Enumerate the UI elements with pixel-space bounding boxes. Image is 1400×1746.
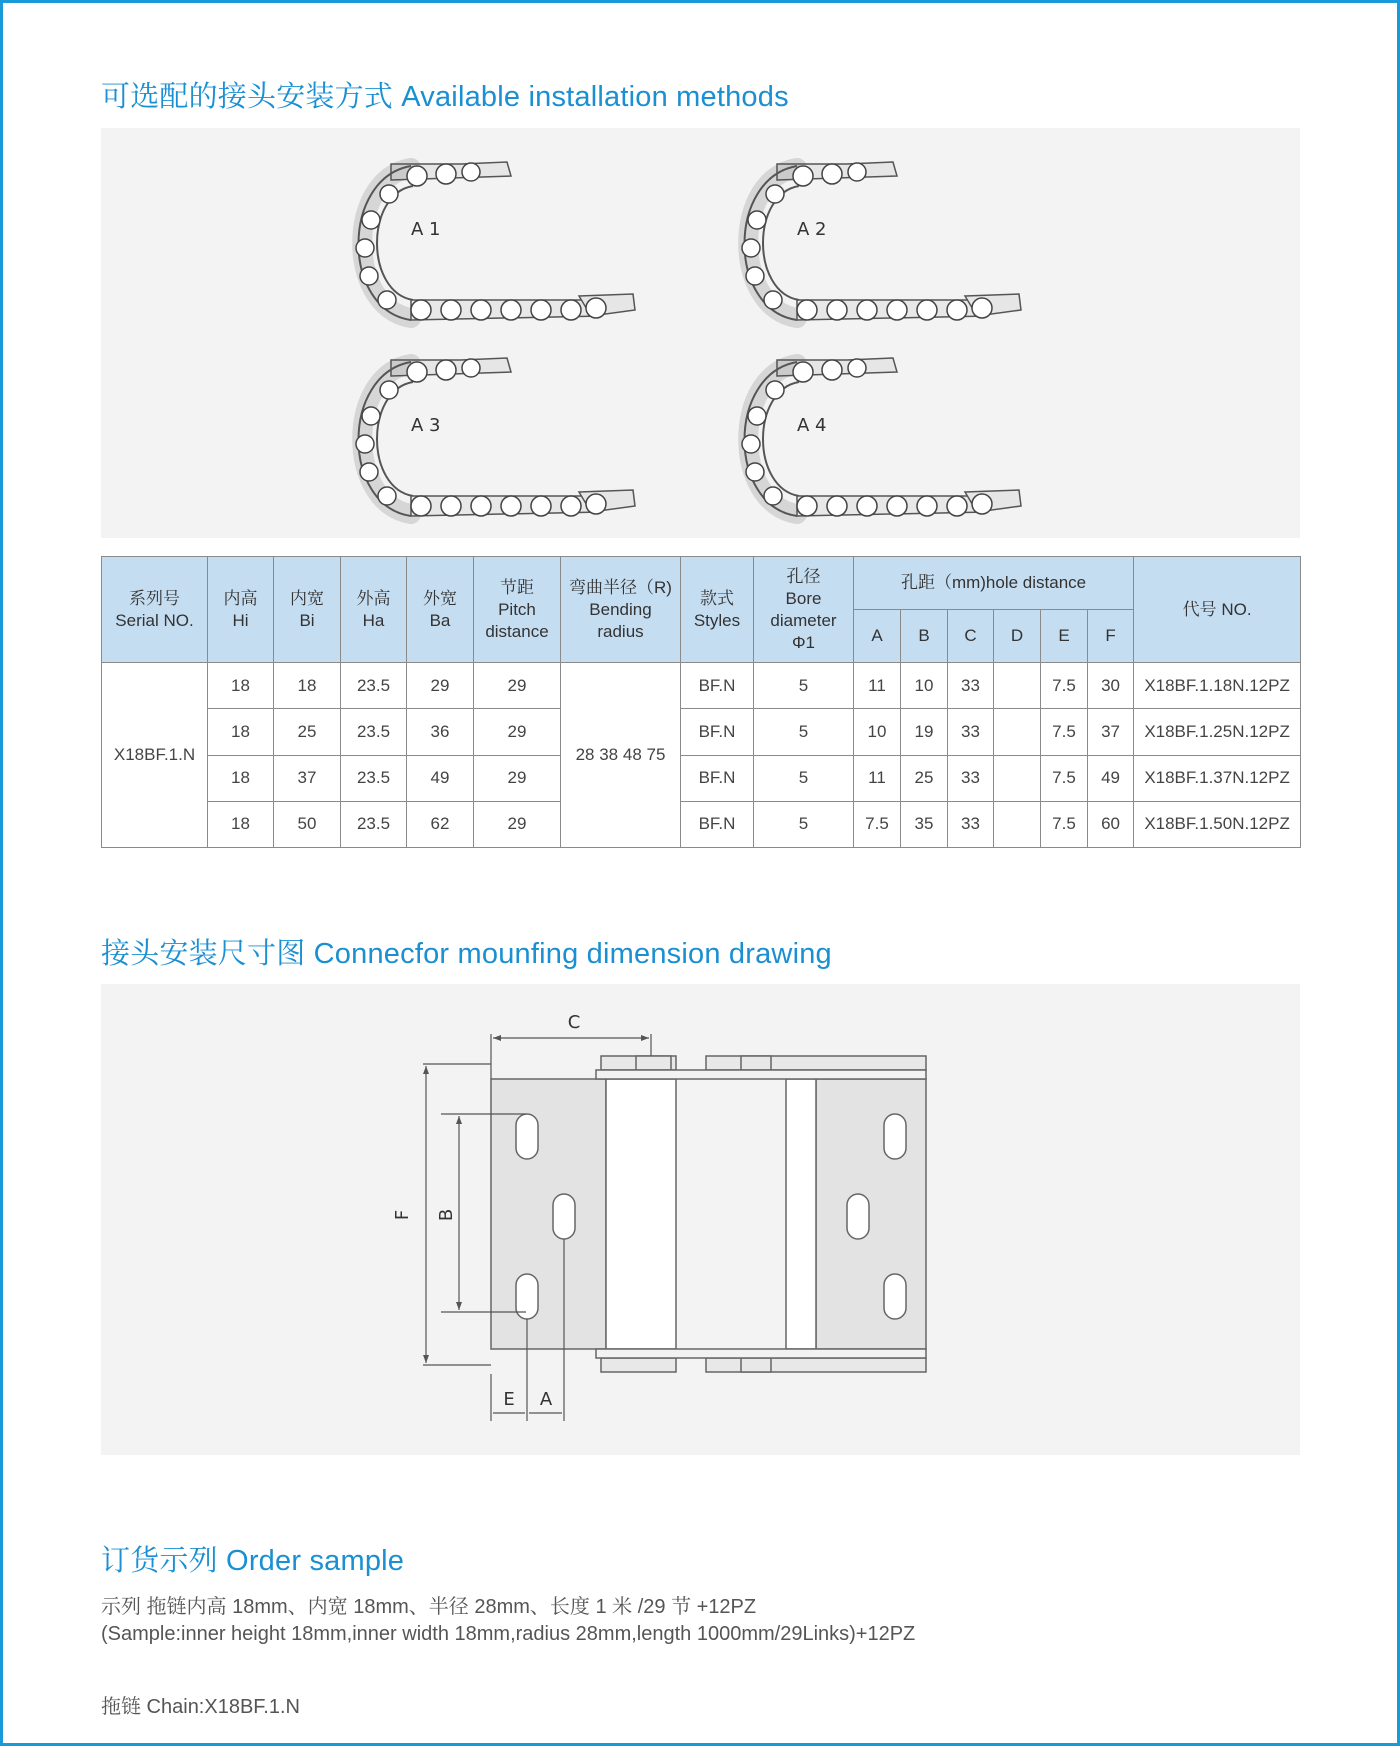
header-hole-f: F xyxy=(1088,610,1134,663)
cell-style: BF.N xyxy=(681,801,754,847)
chain-illustrations xyxy=(101,128,1300,538)
cell-e: 7.5 xyxy=(1041,801,1088,847)
cell-style: BF.N xyxy=(681,663,754,709)
cell-d xyxy=(994,801,1041,847)
cell-ha: 23.5 xyxy=(341,709,407,755)
cell-bore: 5 xyxy=(754,801,854,847)
header-hole-distance: 孔距（mm)hole distance xyxy=(854,557,1134,610)
cell-c: 33 xyxy=(948,755,994,801)
section-title-installation-methods: 可选配的接头安装方式 Available installation methods xyxy=(101,81,789,113)
cell-b: 35 xyxy=(901,801,948,847)
cell-style: BF.N xyxy=(681,709,754,755)
table-row xyxy=(102,663,1301,709)
cell-b: 10 xyxy=(901,663,948,709)
cell-pitch: 29 xyxy=(474,663,561,709)
section-title-order-sample: 订货示列 Order sample xyxy=(101,1545,405,1577)
cell-ba: 49 xyxy=(407,755,474,801)
cell-b: 19 xyxy=(901,709,948,755)
section-title-dimension-drawing: 接头安装尺寸图 Connecfor mounfing dimension drawing xyxy=(101,938,832,970)
cell-a: 11 xyxy=(854,663,901,709)
table-row xyxy=(102,755,1301,801)
header-code: 代号 NO. xyxy=(1134,557,1301,663)
cell-d xyxy=(994,755,1041,801)
cell-b: 25 xyxy=(901,755,948,801)
chain-label-a2: A 2 xyxy=(797,219,827,240)
bending-radius-cell: 28 38 48 75 xyxy=(561,663,681,848)
cell-code: X18BF.1.37N.12PZ xyxy=(1134,755,1301,801)
cell-f: 49 xyxy=(1088,755,1134,801)
cell-f: 30 xyxy=(1088,663,1134,709)
cell-hi: 18 xyxy=(208,755,274,801)
dim-label-f: F xyxy=(392,1209,413,1221)
header-styles: 款式 Styles xyxy=(681,557,754,663)
dim-label-a: A xyxy=(539,1389,553,1410)
cell-bore: 5 xyxy=(754,663,854,709)
header-serial: 系列号 Serial NO. xyxy=(102,557,208,663)
cell-a: 11 xyxy=(854,755,901,801)
cell-hi: 18 xyxy=(208,709,274,755)
header-bending-radius: 弯曲半径（R) Bending radius xyxy=(561,557,681,663)
chain-label-a3: A 3 xyxy=(411,415,441,436)
cell-pitch: 29 xyxy=(474,801,561,847)
installation-methods-panel xyxy=(101,128,1300,538)
cell-bore: 5 xyxy=(754,755,854,801)
cell-pitch: 29 xyxy=(474,755,561,801)
cell-a: 7.5 xyxy=(854,801,901,847)
cell-e: 7.5 xyxy=(1041,755,1088,801)
cell-code: X18BF.1.50N.12PZ xyxy=(1134,801,1301,847)
order-sample-line-cn: 示列 拖链内高 18mm、内宽 18mm、半径 28mm、长度 1 米 /29 节 +12PZ xyxy=(101,1596,757,1618)
cell-hi: 18 xyxy=(208,663,274,709)
header-hole-c: C xyxy=(948,610,994,663)
serial-cell: X18BF.1.N xyxy=(102,663,208,848)
chain-label-a4: A 4 xyxy=(797,415,827,436)
cell-code: X18BF.1.18N.12PZ xyxy=(1134,663,1301,709)
dim-label-c: C xyxy=(567,1012,581,1033)
header-bi: 内宽 Bi xyxy=(274,557,341,663)
header-hole-b: B xyxy=(901,610,948,663)
cell-bi: 50 xyxy=(274,801,341,847)
cell-c: 33 xyxy=(948,801,994,847)
header-hole-d: D xyxy=(994,610,1041,663)
cell-code: X18BF.1.25N.12PZ xyxy=(1134,709,1301,755)
cell-pitch: 29 xyxy=(474,709,561,755)
cell-e: 7.5 xyxy=(1041,709,1088,755)
header-hole-a: A xyxy=(854,610,901,663)
dim-label-e: E xyxy=(503,1389,515,1410)
cell-c: 33 xyxy=(948,663,994,709)
cell-d xyxy=(994,663,1041,709)
order-sample-chain: 拖链 Chain:X18BF.1.N xyxy=(101,1696,300,1718)
cell-f: 60 xyxy=(1088,801,1134,847)
cell-ha: 23.5 xyxy=(341,801,407,847)
cell-c: 33 xyxy=(948,709,994,755)
header-hole-e: E xyxy=(1041,610,1088,663)
dim-label-b: B xyxy=(436,1208,457,1222)
cell-e: 7.5 xyxy=(1041,663,1088,709)
cell-bore: 5 xyxy=(754,709,854,755)
cell-ba: 36 xyxy=(407,709,474,755)
header-hi: 内高 Hi xyxy=(208,557,274,663)
cell-bi: 25 xyxy=(274,709,341,755)
cell-f: 37 xyxy=(1088,709,1134,755)
cell-hi: 18 xyxy=(208,801,274,847)
dimension-drawing xyxy=(101,984,1300,1455)
spec-table xyxy=(101,556,1301,848)
cell-bi: 37 xyxy=(274,755,341,801)
header-bore: 孔径 Bore diameter Φ1 xyxy=(754,557,854,663)
table-row xyxy=(102,801,1301,847)
cell-ha: 23.5 xyxy=(341,755,407,801)
cell-a: 10 xyxy=(854,709,901,755)
cell-d xyxy=(994,709,1041,755)
cell-style: BF.N xyxy=(681,755,754,801)
cell-ha: 23.5 xyxy=(341,663,407,709)
header-ha: 外高 Ha xyxy=(341,557,407,663)
cell-ba: 62 xyxy=(407,801,474,847)
dimension-drawing-panel xyxy=(101,984,1300,1455)
header-pitch: 节距 Pitch distance xyxy=(474,557,561,663)
chain-label-a1: A 1 xyxy=(411,219,441,240)
header-ba: 外宽 Ba xyxy=(407,557,474,663)
cell-ba: 29 xyxy=(407,663,474,709)
table-row xyxy=(102,709,1301,755)
order-sample-line-en: (Sample:inner height 18mm,inner width 18mm,radius 28mm,length 1000mm/29Links)+12PZ xyxy=(101,1623,916,1645)
cell-bi: 18 xyxy=(274,663,341,709)
